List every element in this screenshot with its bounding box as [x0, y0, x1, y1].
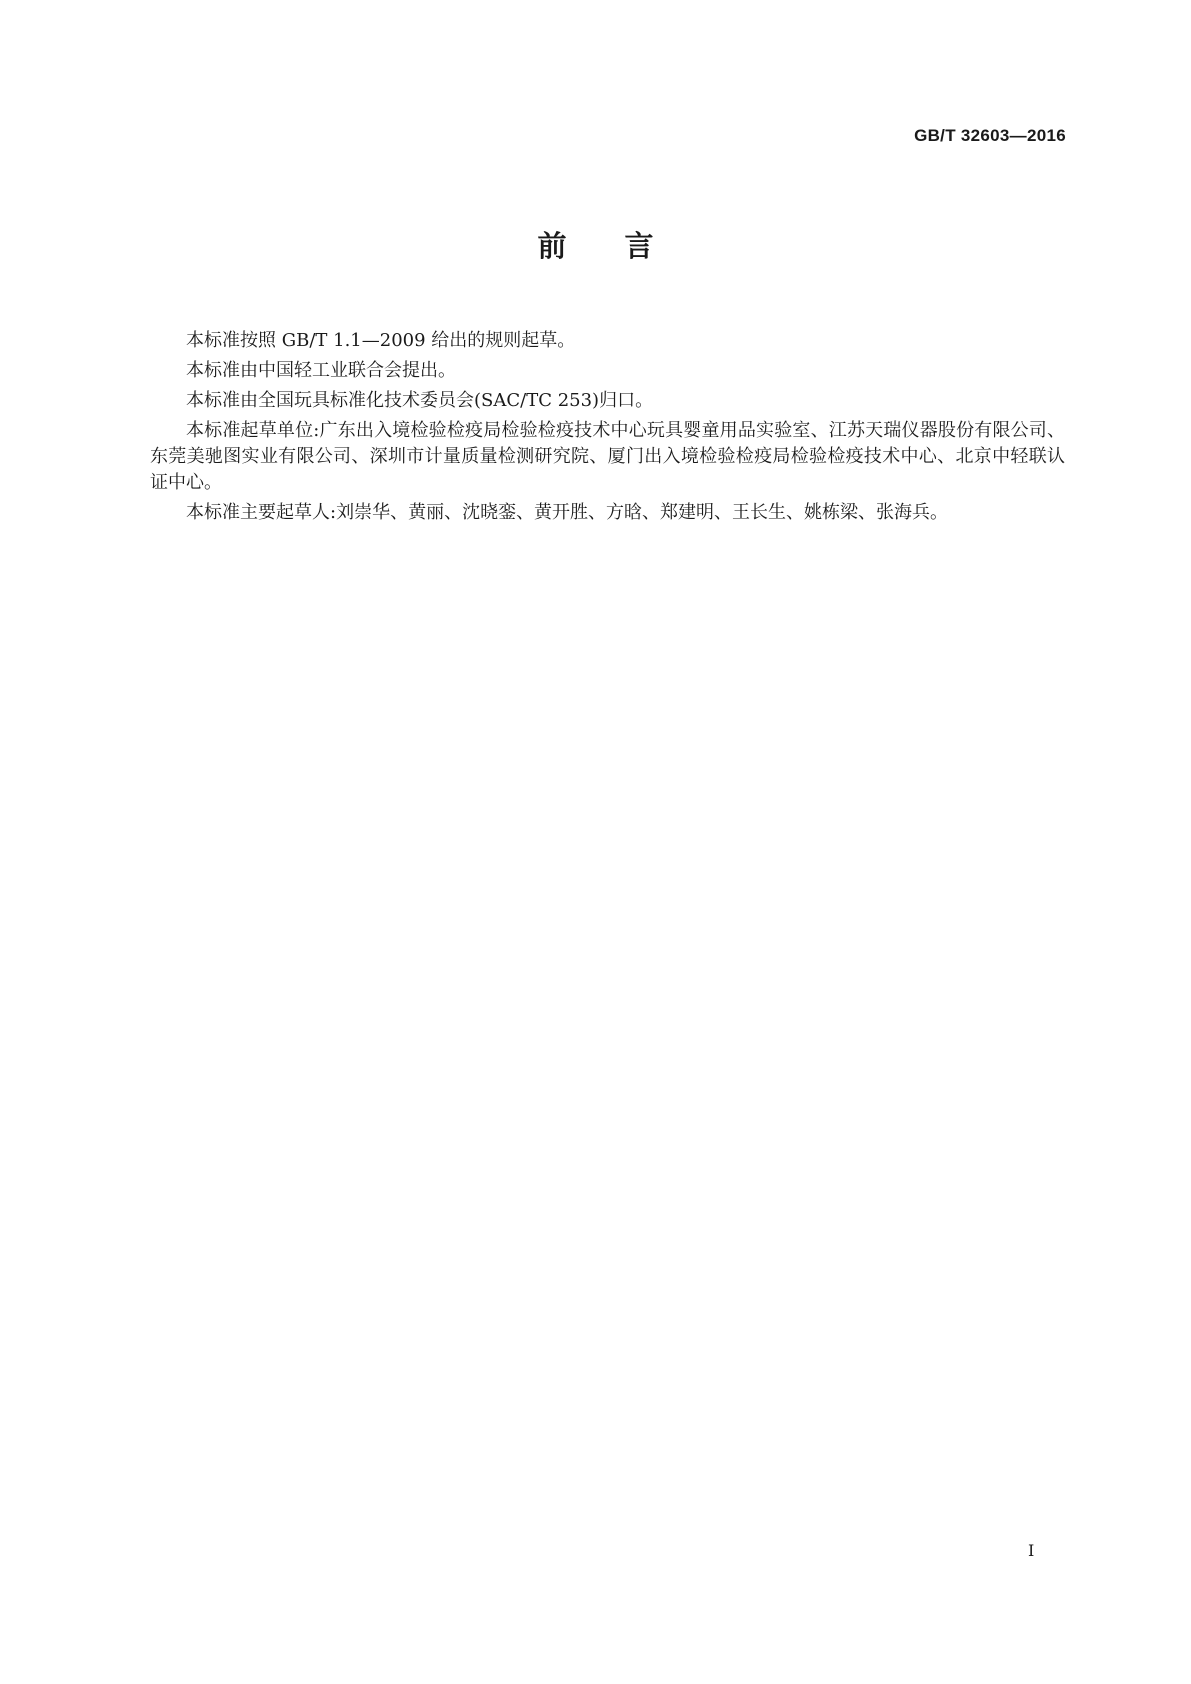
standard-number: GB/T 32603—2016 [914, 126, 1066, 145]
title-char-1: 前 [537, 229, 567, 263]
paragraph-proposer: 本标准由中国轻工业联合会提出。 [186, 360, 456, 381]
foreword-body [150, 328, 1065, 530]
page-title [0, 229, 1191, 263]
title-char-2: 言 [624, 229, 654, 263]
paragraph-drafting-units: 本标准起草单位:广东出入境检验检疫局检验检疫技术中心玩具婴童用品实验室、江苏天瑞仪器股份有限公司、东莞美驰图实业有限公司、深圳市计量质量检测研究院、厦门出入境检验检疫局检验检疫技术中心、北京中轻联认证中心。 [150, 420, 1065, 493]
paragraph-committee: 本标准由全国玩具标准化技术委员会(SAC/TC 253)归口。 [186, 390, 654, 411]
paragraph-drafters: 本标准主要起草人:刘崇华、黄丽、沈晓銮、黄开胜、方晗、郑建明、王长生、姚栋梁、张海兵。 [186, 502, 949, 523]
page-number: I [1028, 1541, 1035, 1560]
paragraph-drafting-rules: 本标准按照 GB/T 1.1—2009 给出的规则起草。 [186, 330, 576, 351]
